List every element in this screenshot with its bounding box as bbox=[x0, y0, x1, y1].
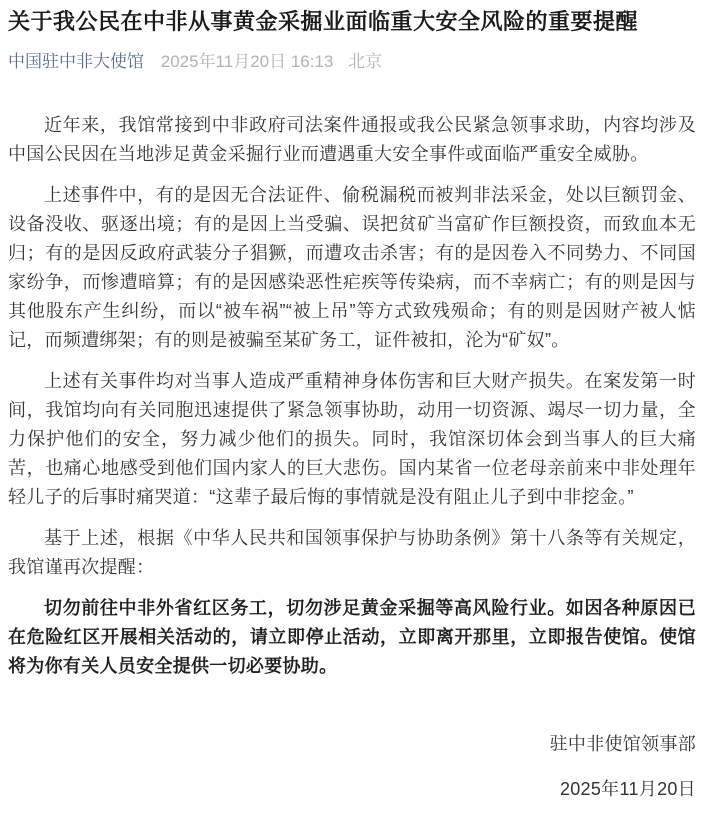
signature-date: 2025年11月20日 bbox=[559, 778, 696, 799]
paragraph-cases: 上述事件中，有的是因无合法证件、偷税漏税而被判非法采金，处以巨额罚金、设备没收、驱逐出境；有的是因上当受骗、误把贫矿当富矿作巨额投资，而致血本无归；有的是因反政府武装分子猖獗，而遭攻击杀害；有的是因卷入不同势力、不同国家纷争，而惨遭暗算；有的是因感染恶性疟疾等传染病，而不幸病亡；有的则是因与其他股东产生纠纷，而以“被车祸”“被上吊”等方式致残殒命；有的则是因财产被人惦记，而频遭绑架；有的则是被骗至某矿务工，证件被扣，沦为“矿奴”。 bbox=[8, 184, 696, 350]
signature: 驻中非使馆领事部 bbox=[549, 733, 696, 754]
article-body bbox=[8, 111, 696, 804]
paragraph-legal-basis: 基于上述，根据《中华人民共和国领事保护与协助条例》第十八条等有关规定，我馆谨再次提醒： bbox=[8, 527, 696, 577]
paragraph-intro: 近年来，我馆常接到中非政府司法案件通报或我公民紧急领事求助，内容均涉及中国公民因在当地涉足黄金采掘行业而遭遇重大安全事件或面临严重安全威胁。 bbox=[8, 114, 696, 164]
publish-location: 北京 bbox=[348, 51, 383, 71]
article-title: 关于我公民在中非从事黄金采掘业面临重大安全风险的重要提醒 bbox=[8, 9, 639, 34]
paragraph-assistance: 上述有关事件均对当事人造成严重精神身体伤害和巨大财产损失。在案发第一时间，我馆均向有关同胞迅速提供了紧急领事协助，动用一切资源、竭尽一切力量，全力保护他们的安全，努力减少他们的损失。同时，我馆深切体会到当事人的巨大痛苦，也痛心地感受到他们国内家人的巨大悲伤。国内某省一位老母亲前来中非处理年轻儿子的后事时痛哭道：“这辈子最后悔的事情就是没有阻止儿子到中非挖金。” bbox=[8, 370, 696, 507]
article-byline bbox=[8, 51, 696, 73]
publish-datetime: 2025年11月20日 16:13 bbox=[160, 51, 334, 71]
warning-paragraph: 切勿前往中非外省红区务工，切勿涉足黄金采掘等高风险行业。如因各种原因已在危险红区开展相关活动的，请立即停止活动，立即离开那里，立即报告使馆。使馆将为你有关人员安全提供一切必要协助。 bbox=[8, 597, 696, 676]
official-account-link[interactable]: 中国驻中非大使馆 bbox=[8, 51, 144, 71]
